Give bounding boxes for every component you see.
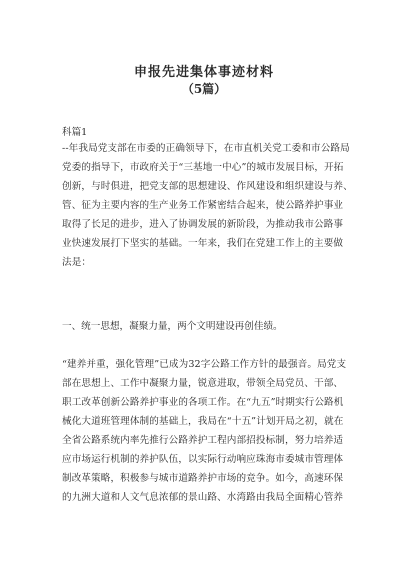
body-paragraph [62, 357, 354, 509]
intro-paragraph [62, 141, 354, 274]
text-line: 管、征为主要内容的生产业务工作紧密结合起来，使公路养护事业 [62, 200, 344, 211]
text-line: 取得了长足的进步，进入了协调发展的新阶段，为推动我市公路事 [62, 219, 344, 230]
text-line: 制改革策略，积极参与城市道路养护市场的竞争。如今，高速环保 [62, 473, 344, 484]
text-line: 部在思想上、工作中凝聚力量，锐意进取，带领全局党员、干部、 [62, 378, 344, 389]
text-line: 业快速发展打下坚实的基础。一年来，我们在党建工作上的主要做 [62, 238, 344, 249]
text-line: 械化大道班管理体制的基础上，我局在“十五”计划开局之初，就在 [62, 416, 344, 427]
section-heading: 一、统一思想，凝聚力量，两个文明建设再创佳绩。 [62, 321, 283, 332]
text-line: 全省公路系统内率先推行公路养护工程内部招投标制，努力培养适 [62, 435, 344, 446]
text-line: 创新，与时俱进，把党支部的思想建设、作风建设和组织建设与养、 [62, 181, 353, 192]
text-line: 党委的指导下，市政府关于“三基地一中心”的城市发展目标，开拓 [62, 162, 344, 173]
text-line: 法是： [62, 257, 92, 268]
text-line: --年我局党支部在市委的正确领导下，在市直机关党工委和市公路局 [62, 143, 350, 154]
text-line: 的九洲大道和人文气息浓郁的景山路、水湾路由我局全面精心管养 [62, 492, 344, 503]
text-line: 职工改革创新公路养护事业的各项工作。在“九五”时期实行公路机 [62, 397, 344, 408]
text-line: “建养并重，强化管理”已成为32字公路工作方针的最强音。局党支 [62, 359, 347, 370]
text-line: 应市场运行机制的养护队伍，以实际行动响应珠海市委城市管理体 [62, 454, 344, 465]
document-title: 申报先进集体事迹材料 [133, 65, 274, 80]
section-label: 科篇1 [62, 127, 88, 138]
document-subtitle: （5篇） [181, 82, 227, 96]
